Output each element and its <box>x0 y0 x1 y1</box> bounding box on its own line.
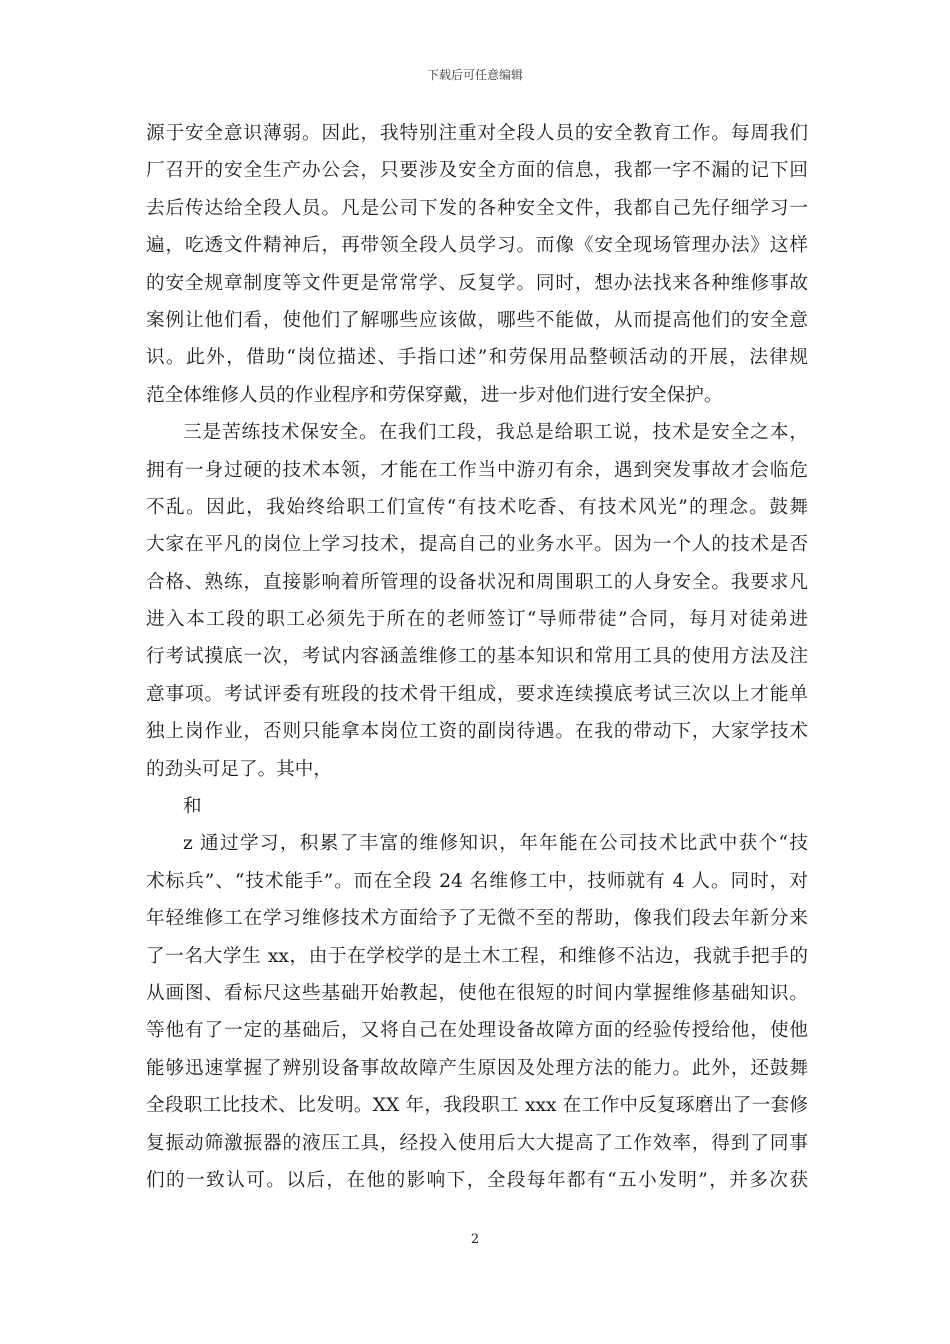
page-header: 下载后可任意编辑 <box>426 68 523 82</box>
text-line: 合格、熟练，直接影响着所管理的设备状况和周围职工的人身安全。我要求凡 <box>146 571 808 593</box>
text-line: 厂召开的安全生产办公会，只要涉及安全方面的信息，我都一字不漏的记下回 <box>146 160 808 182</box>
text-line: 案例让他们看，使他们了解哪些应该做，哪些不能做，从而提高他们的安全意 <box>146 309 808 331</box>
paragraph-start-line: 三是苦练技术保安全。在我们工段，我总是给职工说，技术是安全之本， <box>183 422 808 444</box>
paragraph-start-line: 和 <box>183 796 202 818</box>
text-line: 从画图、看标尺这些基础开始教起，使他在很短的时间内掌握维修基础知识。 <box>146 982 808 1004</box>
body-text <box>146 115 808 1199</box>
text-line: 的安全规章制度等文件更是常常学、反复学。同时，想办法找来各种维修事故 <box>146 272 808 294</box>
text-line: 去后传达给全段人员。凡是公司下发的各种安全文件，我都自己先仔细学习一 <box>146 197 808 219</box>
text-line: 大家在平凡的岗位上学习技术，提高自己的业务水平。因为一个人的技术是否 <box>146 534 808 556</box>
text-line: 的劲头可足了。其中， <box>146 758 332 780</box>
text-line: 们的一致认可。以后，在他的影响下，全段每年都有“五小发明”，并多次获 <box>146 1169 808 1191</box>
text-line: 能够迅速掌握了辨别设备事故故障产生原因及处理方法的能力。此外，还鼓舞 <box>146 1057 808 1079</box>
text-line: 范全体维修人员的作业程序和劳保穿戴，进一步对他们进行安全保护。 <box>146 384 723 406</box>
text-line: 行考试摸底一次，考试内容涵盖维修工的基本知识和常用工具的使用方法及注 <box>146 646 808 668</box>
text-line: 术标兵”、“技术能手”。而在全段 24 名维修工中，技师就有 4 人。同时，对 <box>146 870 808 892</box>
text-line: 进入本工段的职工必须先于所在的老师签订“导师带徒”合同，每月对徒弟进 <box>146 609 808 631</box>
text-line: 拥有一身过硬的技术本领，才能在工作当中游刃有余，遇到突发事故才会临危 <box>146 459 808 481</box>
text-line: 遍，吃透文件精神后，再带领全段人员学习。而像《安全现场管理办法》这样 <box>146 235 808 257</box>
text-line: 等他有了一定的基础后，又将自己在处理设备故障方面的经验传授给他，使他 <box>146 1020 808 1042</box>
text-line: 年轻维修工在学习维修技术方面给予了无微不至的帮助，像我们段去年新分来 <box>146 908 808 930</box>
text-line: 全段职工比技术、比发明。XX 年，我段职工 xxx 在工作中反复琢磨出了一套修 <box>146 1095 808 1117</box>
text-line: 源于安全意识薄弱。因此，我特别注重对全段人员的安全教育工作。每周我们 <box>146 123 808 144</box>
paragraph-start-line: z 通过学习，积累了丰富的维修知识，年年能在公司技术比武中获个“技 <box>183 833 808 855</box>
page-number: 2 <box>470 1232 480 1247</box>
text-line: 独上岗作业，否则只能拿本岗位工资的副岗待遇。在我的带动下，大家学技术 <box>146 721 808 743</box>
text-line: 复振动筛激振器的液压工具，经投入使用后大大提高了工作效率，得到了同事 <box>146 1132 808 1154</box>
text-line: 意事项。考试评委有班段的技术骨干组成，要求连续摸底考试三次以上才能单 <box>146 683 808 705</box>
text-line: 识。此外，借助“岗位描述、手指口述”和劳保用品整顿活动的开展，法律规 <box>146 347 808 369</box>
text-line: 了一名大学生 xx，由于在学校学的是土木工程，和维修不沾边，我就手把手的 <box>146 945 808 967</box>
text-line: 不乱。因此，我始终给职工们宣传“有技术吃香、有技术风光”的理念。鼓舞 <box>146 496 808 518</box>
